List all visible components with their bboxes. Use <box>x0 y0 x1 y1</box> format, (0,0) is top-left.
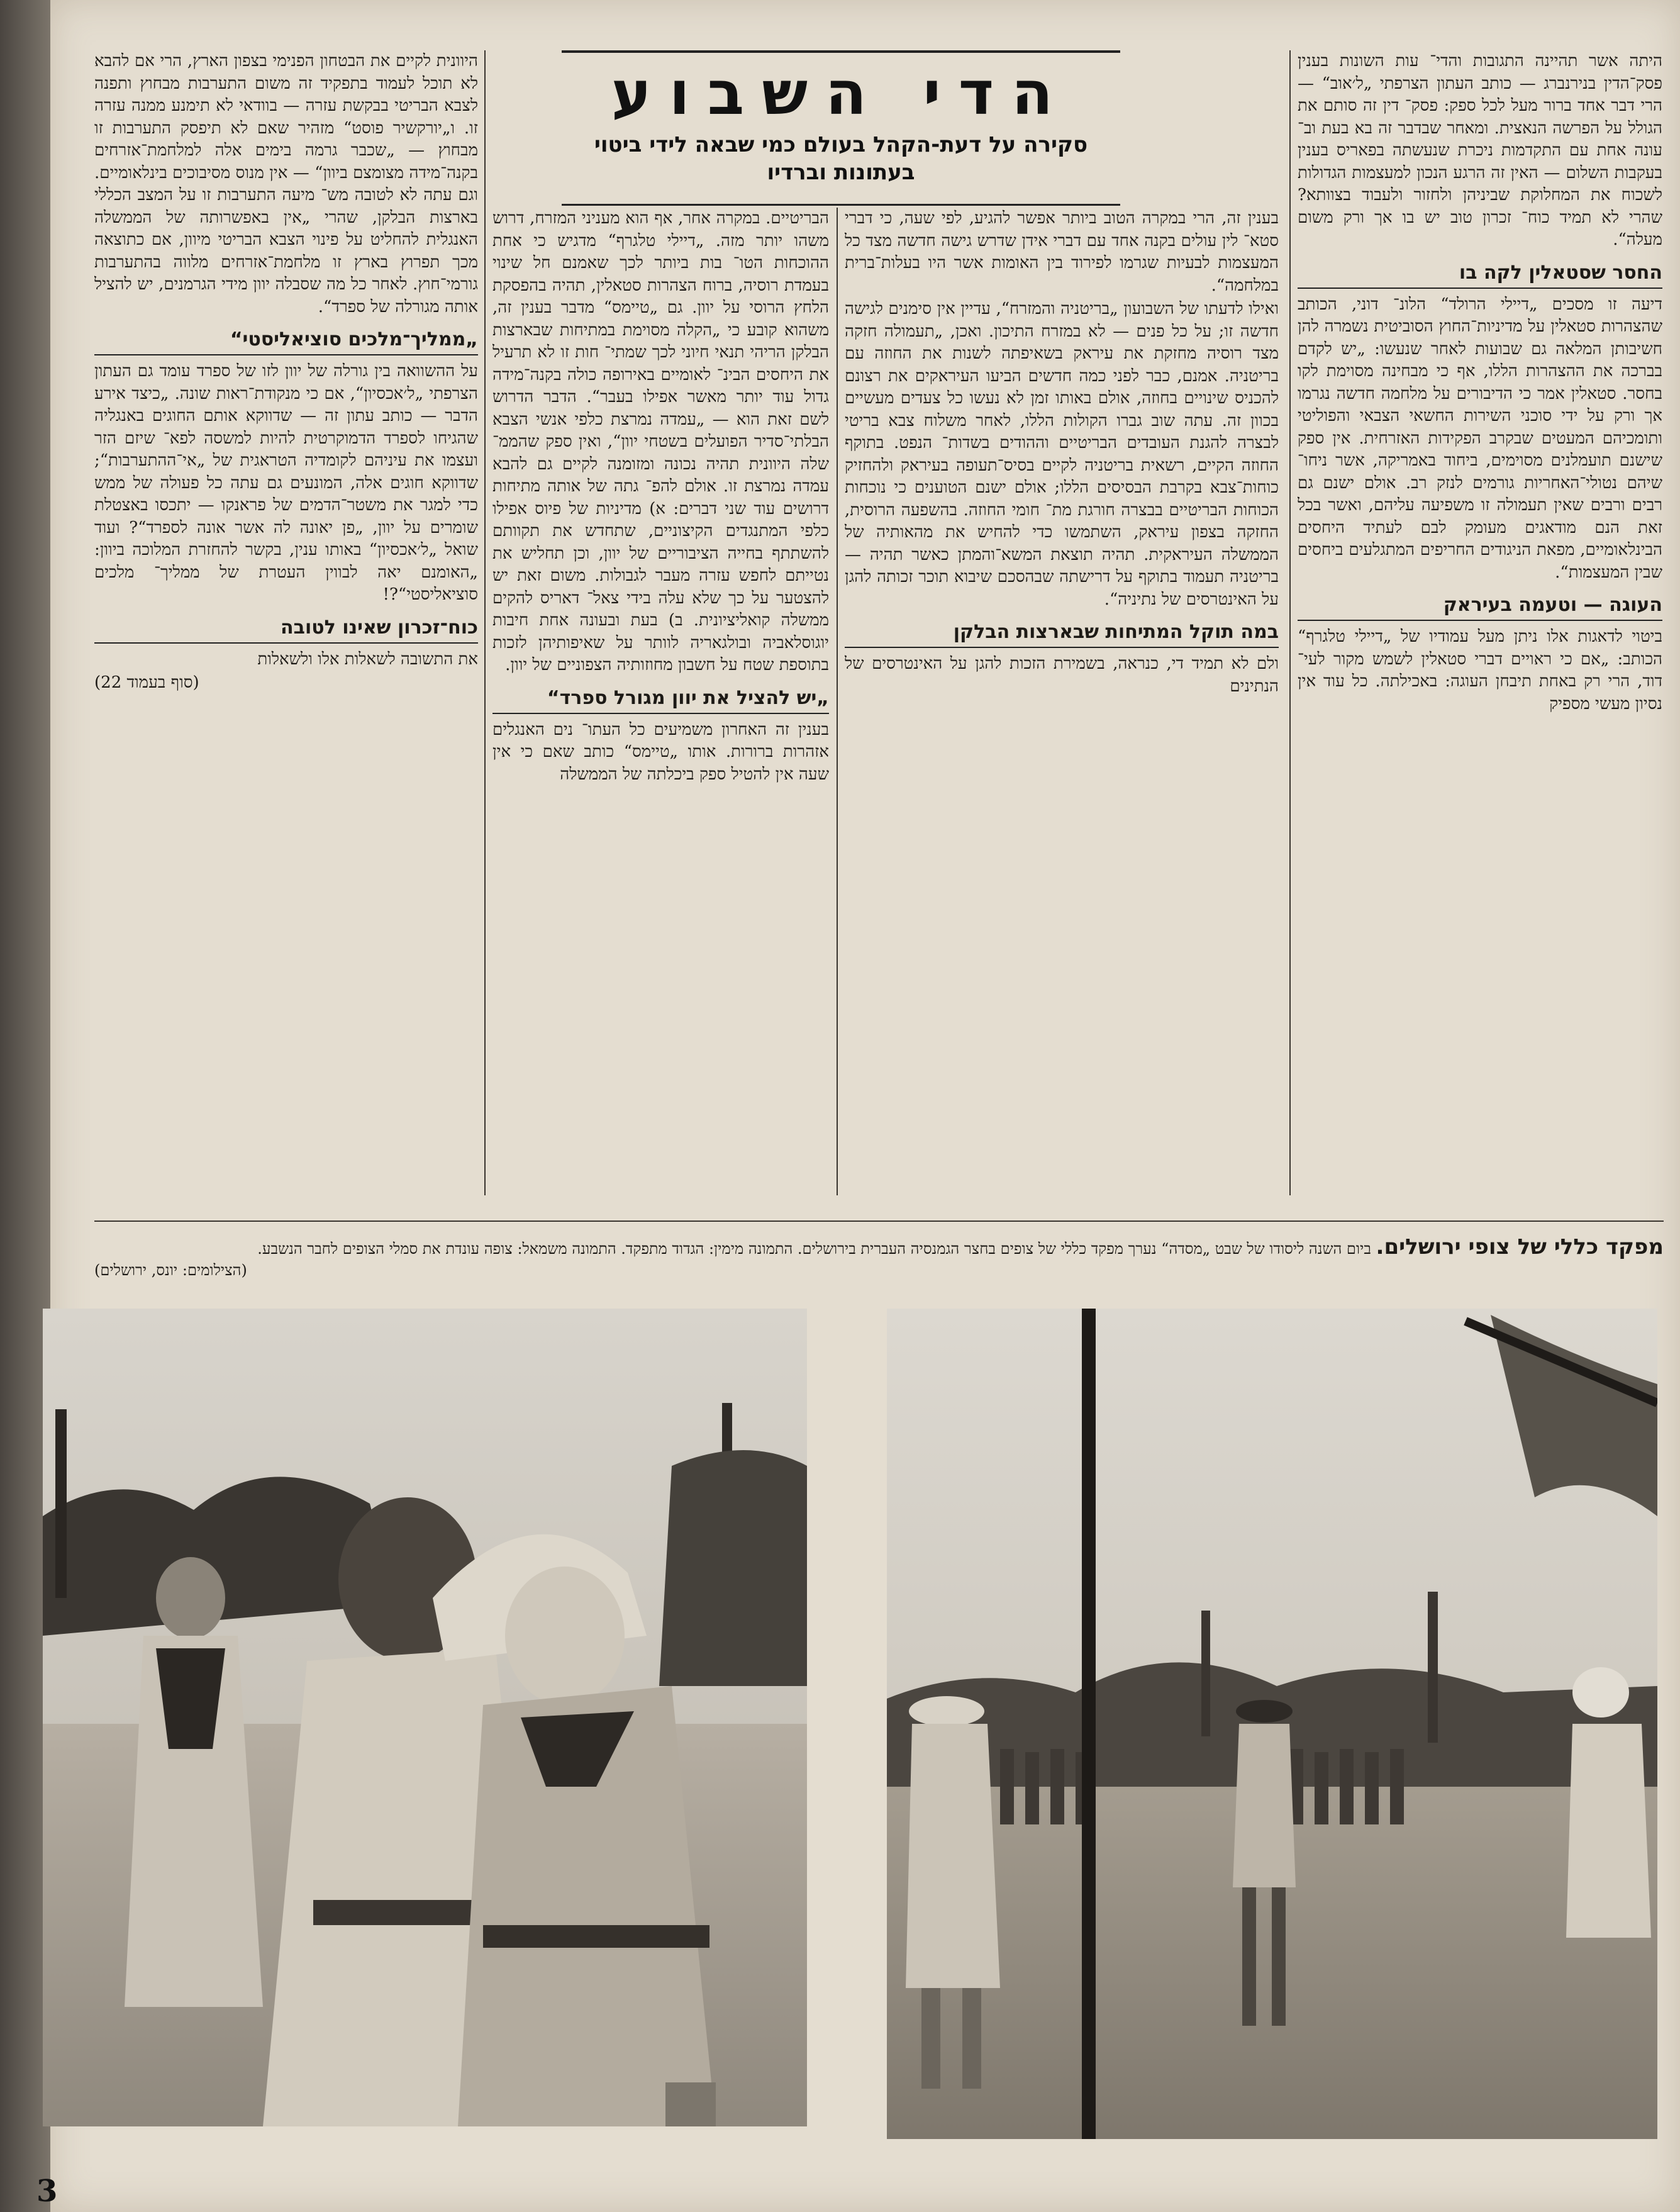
col4-subheading-1: „ממליך־מלכים סוציאליסטי“ <box>94 327 478 355</box>
column-4 <box>94 50 478 1217</box>
col4-paragraph-1: היוונית לקיים את הבטחון הפנימי בצפון הארץ, הרי אם להבא לא תוכל לעמוד בתפקיד זה משום התערבות מבחוץ ותפנה לצבא הבריטי בבקשת עזרה — בוודאי לא תימנע ממנה עזרה זו. ו„יורקשיר פוסט“ מזהיר שאם לא תיפסק התערבות זו מבחוץ — „שכבר גרמה בימים אלה למלחמת־אזרחים בקנה־מידה מצומצם ביוון“ — אין מנוס מסיבוכים בינלאומיים. וגם עתה לא לטובה מש־ מיעה התערבות זו על המצב הכללי בארצות הבלקן, שהרי „אין באפשרותה של הממשלה האנגלית להחליט על פינוי הצבא הבריטי מיוון, אם כתוצאה מכך תפרוץ בארץ זו מלחמת־אזרחים מלווה בהתערבות גורמי־חוץ. לאחר כל מה שסבלה יוון מידי הגרמנים, יש להציל אותה מגורלה של ספרד“. <box>94 52 478 316</box>
column-divider <box>484 50 486 1195</box>
col3-paragraph-2: בענין זה האחרון משמיעים כל העתו־ נים האנגלים אזהרות ברורות. אותו „טיימס“ כותב שאם כי אין שעה אין להטיל ספק ביכלתה של הממשלה <box>492 720 829 784</box>
column-3 <box>492 208 829 1217</box>
photo-scout-pinning-badge <box>43 1309 807 2126</box>
column-1 <box>1298 50 1662 1217</box>
col4-paragraph-2: על ההשוואה בין גורלה של יוון לזו של ספרד עומד גם העתון הצרפתי „ל׳אכסיון“, אם כי מנקודת־ראות שונה. „כיצד אירע הדבר — כותב עתון זה — שדווקא אותם החוגים באנגליה שהגיחו לספרד הדמוקרטית להיות למשסה לפא־ שיזם הזר ועצמו את עיניהם לקומדיה הטראגית של „אי־ההתערבות“; שדווקא חוגים אלה, המונעים גם עתה כל פעולה של ממש כדי למגר את משטר־הדמים של פראנקו — יתכסו באצטלת שומרים על יוון, „פן יאונה לה אשר אונה לספרד“? ועוד שואל „ל׳אכסיון“ באותו ענין, בקשר להחזרת המלוכה ביוון: „האומנם יאה לבווין העטרת של ממליך־ מלכים סוציאליסטי“?! <box>94 362 478 604</box>
col1-paragraph-3: ביטוי לדאגות אלו ניתן מעל עמודיו של „דיילי טלגרף“ הכותב: „אם כי ראויים דברי סטאלין לשמש מקור לעי־ דוד, הרי רק באחת תיבחן העוגה: באכילתה. כל עוד אין נסיון מעשי מספיק <box>1298 627 1662 713</box>
col4-subheading-2: כוח־זכרון שאינו לטובה <box>94 615 478 644</box>
photo-scout-parade-roll-call <box>887 1309 1657 2139</box>
column-divider <box>837 208 838 1195</box>
page-number: 3 <box>36 2174 58 2209</box>
caption-divider <box>94 1221 1664 1222</box>
col1-paragraph-1: היתה אשר תהיינה התגובות והדי־ עות השונות בענין פסק־הדין בנירנברג — כותב העתון הצרפתי „ל׳אוב“ — הרי דבר אחד ברור מעל לכל ספק: פסק־ דין זה סותם את הגולל על הפרשה הנאצית. ומאחר שבדבר זה בא בעת וב־ עונה אחת עם התקדמות ניכרת שנעשתה בפאריס בענין בעקבות השלום — האין זה הרגע הנכון למעצמות הגדולות לשכוח את המחלוקת שביניהן ולחזור ולעבוד בצוותא? שהרי לא תמיד כוח־ זכרון טוב יש בו אך ורק משום מעלה“. <box>1298 52 1662 249</box>
caption-title: מפקד כללי של צופי ירושלים. <box>1376 1234 1664 1260</box>
caption-text: ביום השנה ליסודו של שבט „מסדה“ נערך מפקד כללי של צופים בחצר הגמנסיה העברית בירושלים. התמונה מימין: הגדוד מתפקד. התמונה משמאל: צופה עונדת את סמלי הצופים לחבר הנשבע. <box>257 1240 1371 1258</box>
col4-continuation-note: (סוף בעמוד 22) <box>94 673 199 692</box>
col4-paragraph-3: את התשובה לשאלות אלו ולשאלות <box>257 649 478 669</box>
col2-paragraph-2: ואילו לדעתו של השבועון „בריטניה והמזרח“, עדיין אין סימנים לגישה חדשה זו; על כל פנים — לא במזרח התיכון. ואכן, „תעמולה חזקה מצד רוסיה מחזקת את עיראק בשאיפתה לשנות את החוזה עם בריטניה. אמנם, כבר לפני כמה חדשים הביעו העיראקים את רצונם להכניס שינויים בחוזה, אולם באותו זמן לא נעשו כל צעדים מעשיים בכוון זה. עתה שוב גברו הקולות הללו, לאחר משלוח צבא בריטי לבצרה להגנת העובדים הבריטיים וההודים בשדות־ הנפט. בתוקף החוזה הקיים, רשאית בריטניה לקיים בסיס־תעופה בעיראק ולהחזיק כוחות־צבא בקרבת הבסיסים הללו; אולם ישנם הטוענים כי נוכחות הכוחות הבריטיים בבצרה חורגת מת־ חומי החוזה. בהשפעה הרוסית, החזקה בצפון עיראק, השתמשו כדי להחיש את מהאותיה של הממשלה העיראקית. תהיה תוצאת המשא־והמתן כאשר תהיה — בריטניה תעמוד בתוקף על דרישתה שבהסכם שיבוא תוכר זכותה להגן על האינטרסים של נתיניה“. <box>845 299 1279 609</box>
photo-credit: (הצילומים: יונס, ירושלים) <box>94 1261 247 1279</box>
section-header <box>562 50 1120 206</box>
column-divider <box>1289 50 1291 1195</box>
col2-subheading-1: במה תוקל המתיחות שבארצות הבלקן <box>845 620 1279 648</box>
column-2 <box>845 208 1279 1217</box>
col1-subheading-2: העוגה — וטעמה בעיראק <box>1298 593 1662 621</box>
col1-paragraph-2: דיעה זו מסכים „דיילי הרולד“ הלונ־ דוני, הכותב שהצהרות סטאלין על מדיניות־החוץ הסוביטית נשמרה להן חשיבותן המלאה גם שבועות לאחר שנעשו: „יש לקדם בברכה את ההצהרות הללו, אף כי מבחינה מסוימת לקו בחסר. סטאלין אמר כי הדיבורים על מלחמה חדשה נגרמו אך ורק על ידי סוכני השירות החשאי הצבאי והפוליטי ותומכיהם המעטים שבקרב הפקידות האזרחית. אין ספק שישנם תועמלנים מסוימים, ביחוד באמריקה, אשר ניחו־ שיהם נטולי־האחריות גורמים לנזק רב. אולם ישנם גם רבים ורבים שאין תעמולה זו משפיעה עליהם, ואשר בכל זאת הנם מודאגים מעומק לבם לעתיד היחסים הבינלאומיים, מפאת הניגודים החריפים המתגלעים ביחסים שבין המעצמות“. <box>1298 294 1662 582</box>
col2-paragraph-3: ולם לא תמיד די, כנראה, בשמירת הזכות להגן על האינטרסים של הנתינים <box>845 654 1279 696</box>
col3-paragraph-1: הבריטיים. במקרה אחר, אף הוא מעניני המזרח, דרוש משהו יותר מזה. „דיילי טלגרף“ מדגיש כי אחת ההוכחות הטו־ בות ביותר לכך שאמנם חל שינוי בעמדת רוסיה, ברוח הצהרות סטאלין, תהיה בהפסקת הלחץ הרוסי על יוון. גם „טיימס“ מדבר בענין זה, משהוא קובע כי „הקלה מסוימת במתיחות שבארצות הבלקן הריהי תנאי חיוני לכך שמתי־ חות זו לא תרעיל את היחסים הבינ־ לאומיים באירופה כולה בקנה־מידה גדול עוד יותר מאשר אפילו בעבר“. הדבר הדרוש לשם זאת הוא — „עמדה נמרצת כלפי אנשי הצבא הבלתי־סדיר הפועלים בשטחי יוון“, ואין ספק שהממ־ שלה היוונית תהיה נכונה ומזומנה לקיים גם להבא עמדה נמרצת זו. אולם להפ־ גתה של אותה מתיחות דרושים עוד שני דברים: א) מדיניות של פיוס אפילו כלפי המתנגדים הקיצוניים, שתחדש את תקוותם להשתתף בחייה הציבוריים של יוון, וכן תחליש את נטייתם לחפש עזרה מעבר לגבולות. משום זאת יש להצטער על כך שלא עלה בידי צאל־ דאריס להקים ממשלה קואליציונית. ב) בעת ובעונה אחת חיבות יוגוסלאביה ובולגאריה לוותר על שאיפותיהן לזכות בתוספת שטח על חשבון מחוזותיה הצפוניים של יוון. <box>492 209 829 674</box>
photo-caption <box>94 1236 1664 1281</box>
col1-subheading-1: החסר שסטאלין לקה בו <box>1298 260 1662 289</box>
section-tagline-1: סקירה על דעת-הקהל בעולם כמי שבאה לידי ביטוי <box>594 132 1088 157</box>
section-title: הדי השבוע <box>611 58 1071 128</box>
col3-subheading-1: „יש להציל את יוון מגורל ספרד“ <box>492 686 829 714</box>
col2-paragraph-1: בענין זה, הרי במקרה הטוב ביותר אפשר להגיע, לפי שעה, כי דברי סטא־ לין עולים בקנה אחד עם דברי אידן שדרש גישה חדשה מצד כל המעצמות לבעיות שגרמו לפירוד בין האומות אשר היו בעלות־ברית במלחמה“. <box>845 209 1279 295</box>
section-tagline-2: בעתונות וברדיו <box>767 160 915 185</box>
